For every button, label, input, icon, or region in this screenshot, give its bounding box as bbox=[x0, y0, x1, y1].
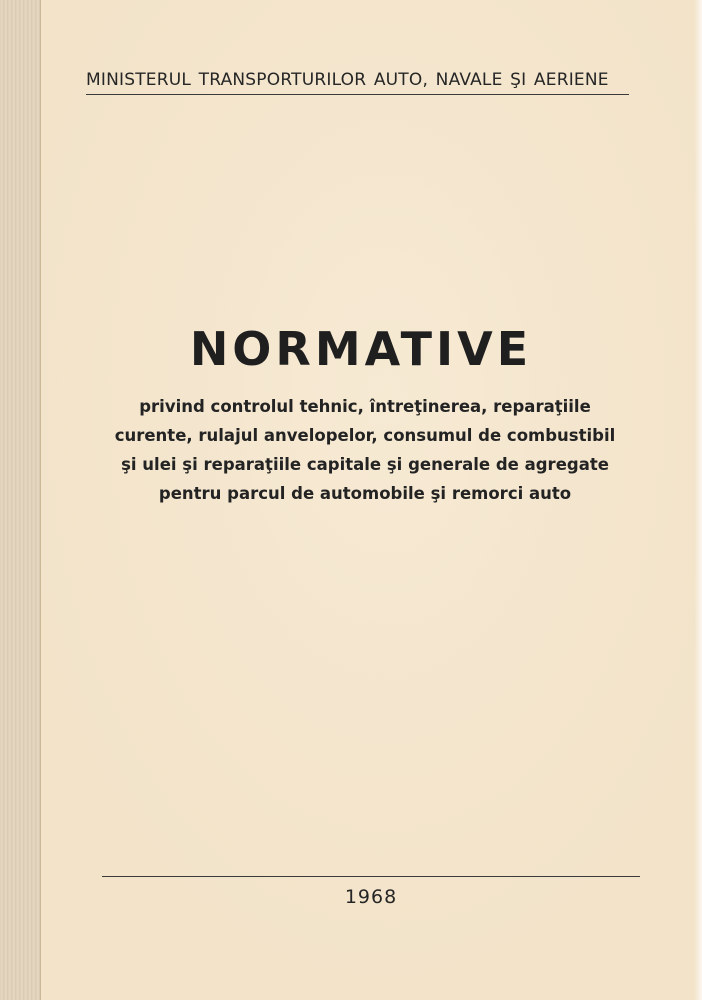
subtitle-line: şi ulei şi reparaţiile capitale şi generale de agregate bbox=[121, 455, 609, 474]
subtitle-line: privind controlul tehnic, întreţinerea, reparaţiile bbox=[139, 397, 591, 416]
document-subtitle bbox=[95, 392, 635, 508]
subtitle-line: pentru parcul de automobile şi remorci auto bbox=[158, 484, 572, 503]
page-edge bbox=[694, 0, 702, 1000]
subtitle-line: curente, rulajul anvelopelor, consumul de combustibil bbox=[114, 426, 616, 445]
ministry-header: MINISTERUL TRANSPORTURILOR AUTO, NAVALE ŞI AERIENE bbox=[86, 70, 609, 90]
document-title: NORMATIVE bbox=[189, 322, 533, 376]
publication-year: 1968 bbox=[344, 886, 398, 908]
top-divider bbox=[86, 94, 629, 95]
book-spine bbox=[0, 0, 41, 1000]
bottom-divider bbox=[102, 876, 640, 877]
